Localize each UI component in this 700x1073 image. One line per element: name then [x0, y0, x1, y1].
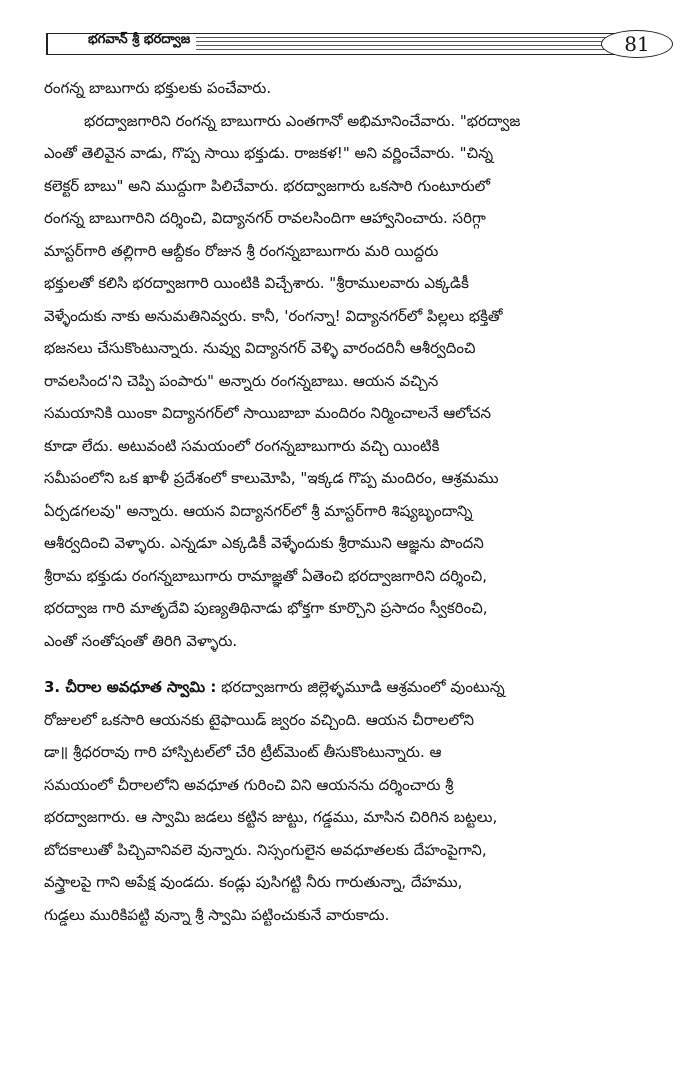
text-line: మాస్టర్‌గారి తల్లిగారి ఆబ్దీకం రోజున శ్రీ రంగన్నబాబుగారు మరి యిద్దరు — [44, 241, 439, 260]
header-line — [196, 45, 616, 46]
header-line — [196, 41, 616, 42]
text-line: రావలసింద'ని చెప్పి పంపారు" అన్నారు రంగన్నబాబు. ఆయన వచ్చిన — [44, 371, 439, 390]
text-line: గుడ్డలు మురికిపట్టి వున్నా శ్రీ స్వామి పట్టించుకునే వారుకాదు. — [44, 905, 390, 924]
header-rule-bottom — [46, 54, 652, 55]
text-line: ఎంతో సంతోషంతో తిరిగి వెళ్ళారు. — [44, 631, 238, 650]
text-line: భక్తులతో కలిసి భరద్వాజగారి యింటికి విచ్చేశారు. "శ్రీరాములవారు ఎక్కడికీ — [44, 274, 469, 292]
text-line: శ్రీరామ భక్తుడు రంగన్నబాబుగారు రామాజ్ఞతో ఏతెంచి భరద్వాజగారిని దర్శించి, — [44, 566, 488, 585]
running-title: భగవాన్ శ్రీ భరద్వాజ — [88, 32, 191, 47]
text-line: బోదకాలుతో పిచ్చివానివలె వున్నారు. నిస్సంగులైన అవధూతలకు దేహంపైగాని, — [44, 840, 487, 859]
text-line: వస్త్రాలపై గాని అపేక్ష వుండదు. కండ్లు పుసిగట్టి నీరు గారుతున్నా, దేహము, — [44, 873, 463, 891]
paragraph — [44, 105, 656, 658]
text-line: రంగన్న బాబుగారిని దర్శించి, విద్యానగర్ రావలసిందిగా ఆహ్వానించారు. సరిగ్గా — [44, 209, 486, 227]
text-line: సమయంలో చీరాలలోని అవధూత గురించి విని ఆయనను దర్శించారు శ్రీ — [44, 775, 454, 794]
text-line: ఆశీర్వదించి వెళ్ళారు. ఎన్నడూ ఎక్కడికీ వెళ్ళేందుకు శ్రీరాముని ఆజ్ఞను పొందని — [44, 534, 484, 552]
text-line: భరద్వాజగారిని రంగన్న బాబుగారు ఎంతగానో అభిమానించేవారు. "భరద్వాజ — [84, 111, 521, 130]
page-header — [46, 30, 652, 56]
text-line: రంగన్న బాబుగారు భక్తులకు పంచేవారు. — [44, 79, 272, 97]
text-line: కలెక్టర్ బాబు" అని ముద్దుగా పిలిచేవారు. భరద్వాజగారు ఒకసారి గుంటూరులో — [44, 176, 491, 195]
text-line: భరద్వాజగారు. ఆ స్వామి జడలు కట్టిన జుట్టు, గడ్డము, మాసిన చిరిగిన బట్టలు, — [44, 808, 498, 826]
text-line — [44, 671, 656, 704]
text-line: డా॥ శ్రీధరరావు గారి హాస్పిటల్‌లో చేరి ట్రీట్‌మెంట్ తీసుకొంటున్నారు. ఆ — [44, 743, 442, 761]
header-line — [196, 37, 616, 38]
paragraph-gap — [44, 657, 656, 671]
paragraph — [44, 671, 656, 931]
text-line: వెళ్ళేందుకు నాకు అనుమతినివ్వరు. కానీ, 'రంగన్నా! విద్యానగర్‌లో పిల్లలు భక్తితో — [44, 306, 503, 325]
text-line: కూడా లేదు. అటువంటి సమయంలో రంగన్నబాబుగారు వచ్చి యింటికి — [44, 436, 440, 455]
text-line: భరద్వాజ గారి మాతృదేవి పుణ్యతిథినాడు భోక్తగా కూర్చొని ప్రసాదం స్వీకరించి, — [44, 599, 488, 617]
text-line: సమీపంలోని ఒక ఖాళీ ప్రదేశంలో కాలుమోపి, "ఇక్కడ గొప్ప మందిరం, ఆశ్రమము — [44, 469, 499, 487]
text-line: సమయానికి యింకా విద్యానగర్‌లో సాయిబాబా మందిరం నిర్మించాలనే ఆలోచన — [44, 404, 492, 422]
section-heading: 3. చీరాల అవధూత స్వామి : — [44, 678, 217, 696]
text-line: రోజులలో ఒకసారి ఆయనకు టైఫాయిడ్ జ్వరం వచ్చింది. ఆయన చీరాలలోని — [44, 710, 475, 729]
header-line — [196, 49, 616, 50]
page-body — [44, 72, 656, 931]
text-line: ఏర్పడగలవు" అన్నారు. ఆయన విద్యానగర్‌లో శ్రీ మాస్టర్‌గారి శిష్యబృందాన్ని — [44, 501, 473, 520]
text-run: భరద్వాజగారు జిల్లెళ్ళమూడి ఆశ్రమంలో వుంటున్న — [216, 678, 505, 696]
text-line: భజనలు చేసుకొంటున్నారు. నువ్వు విద్యానగర్ వెళ్ళి వారందరినీ ఆశీర్వదించి — [44, 339, 476, 357]
text-line: ఎంతో తెలివైన వాడు, గొప్ప సాయి భక్తుడు. రాజకళ!" అని వర్ణించేవారు. "చిన్న — [44, 144, 494, 162]
paragraph — [44, 72, 656, 105]
page-number: 81 — [601, 30, 673, 58]
